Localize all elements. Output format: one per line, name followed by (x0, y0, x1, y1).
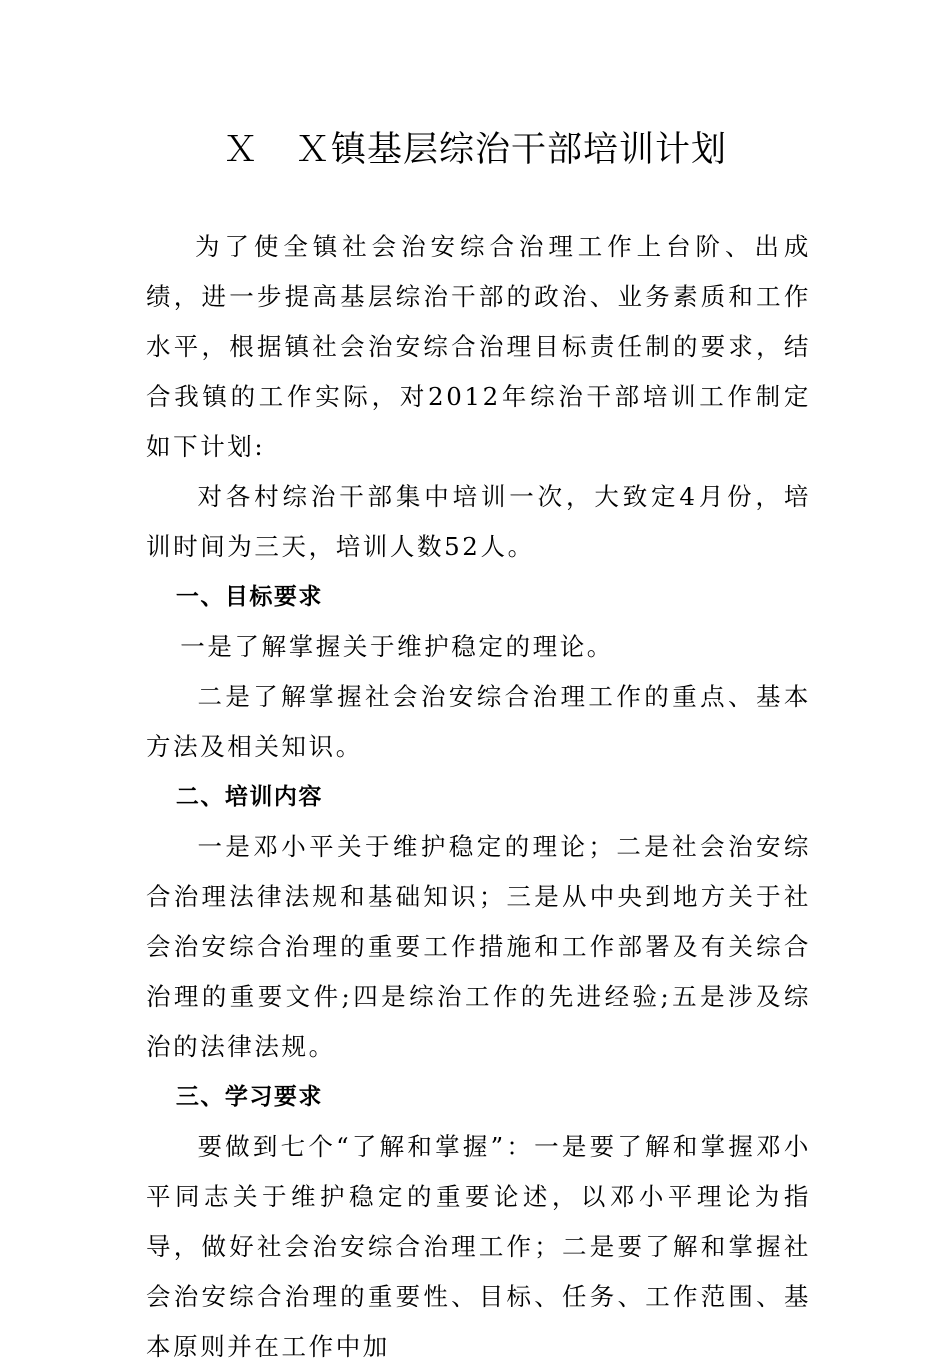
section-heading-goals: 一、目标要求 (175, 584, 323, 610)
intro-paragraph: 为了使全镇社会治安综合治理工作上台阶、出成绩，进一步提高基层综治干部的政治、业务素质和工作水平，根据镇社会治安综合治理目标责任制的要求，结合我镇的工作实际，对2012年综治干部培训工作制定如下计划: (146, 232, 811, 461)
requirements-paragraph: 要做到七个“了解和掌握”：一是要了解和掌握邓小平同志关于维护稳定的重要论述，以邓小平理论为指导，做好社会治安综合治理工作；二是要了解和掌握社会治安综合治理的重要性、目标、任务、工作范围、基本原则并在工作中加 (146, 1132, 811, 1361)
document-body (146, 222, 811, 1372)
document-title: Ｘ Ｘ镇基层综治干部培训计划 (222, 130, 727, 170)
plan-paragraph: 对各村综治干部集中培训一次，大致定4月份，培训时间为三天，培训人数52人。 (146, 482, 811, 561)
section-heading-requirements: 三、学习要求 (175, 1084, 323, 1110)
content-paragraph: 一是邓小平关于维护稳定的理论；二是社会治安综合治理法律法规和基础知识；三是从中央到地方关于社会治安综合治理的重要工作措施和工作部署及有关综合治理的重要文件;四是综治工作的先进经验;五是涉及综治的法律法规。 (146, 832, 811, 1061)
goals-paragraph-1: 一是了解掌握关于维护稳定的理论。 (180, 632, 614, 661)
goals-paragraph-2: 二是了解掌握社会治安综合治理工作的重点、基本方法及相关知识。 (146, 682, 811, 761)
section-heading-content: 二、培训内容 (175, 784, 323, 810)
